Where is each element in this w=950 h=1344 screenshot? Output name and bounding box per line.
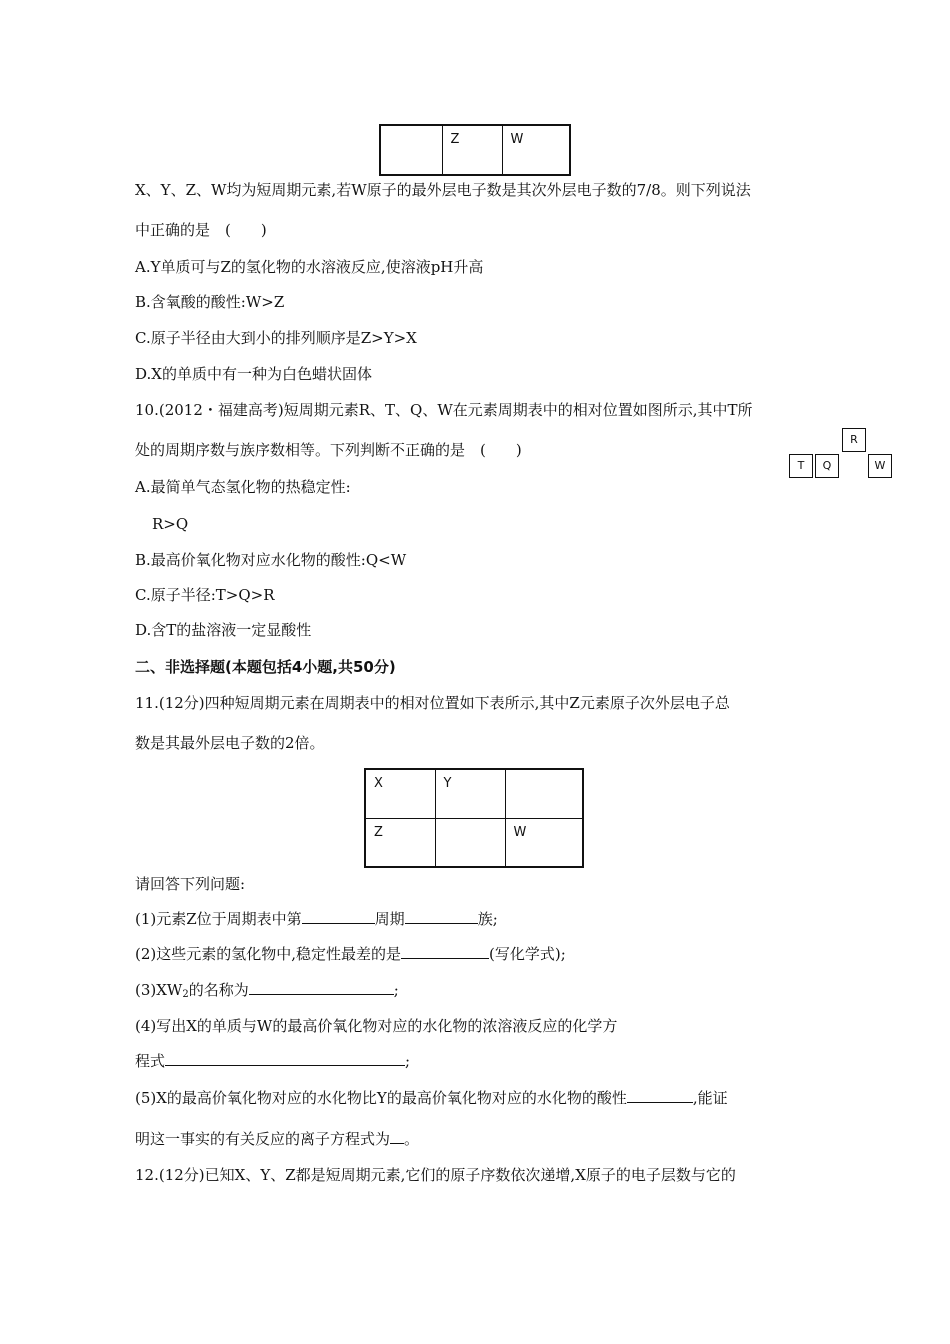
q10-option-a-line1: A.最简单气态氢化物的热稳定性: [135, 478, 351, 496]
q11-stem-line1: 11.(12分)四种短周期元素在周期表中的相对位置如下表所示,其中Z元素原子次外层电子总 [135, 694, 730, 712]
q11-part5-text-b: ,能证 [692, 1089, 728, 1107]
q11-part5-text-c: 明这一事实的有关反应的离子方程式为 [135, 1130, 391, 1148]
q10-cell-w: W [868, 454, 892, 478]
q11-element-table [364, 768, 584, 868]
q10-stem-line2: 处的周期序数与族序数相等。下列判断不正确的是 ( ) [135, 441, 522, 459]
q11-cell-w: W [505, 818, 583, 867]
q10-stem-line1: 10.(2012・福建高考)短周期元素R、T、Q、W在元素周期表中的相对位置如图所示,其中T所 [135, 401, 753, 419]
q10-option-d: D.含T的盐溶液一定显酸性 [135, 621, 312, 639]
q11-cell-x: X [365, 769, 435, 818]
q11-part4-text-b: ; [405, 1052, 411, 1070]
q10-cell-r: R [842, 428, 866, 452]
q9-cell-z: Z [442, 125, 502, 175]
q11-part3 [135, 980, 399, 1005]
q11-part1-blank-group[interactable] [405, 909, 478, 924]
q11-part1-text-b: 周期 [374, 910, 405, 928]
q11-prompt: 请回答下列问题: [135, 875, 246, 893]
q9-option-c: C.原子半径由大到小的排列顺序是Z>Y>X [135, 329, 417, 347]
q10-option-a-line2: R>Q [152, 515, 189, 533]
q11-part4-text-a: 程式 [135, 1052, 166, 1070]
q11-part3-text-c: ; [393, 981, 399, 999]
q9-stem-line2: 中正确的是 ( ) [135, 221, 267, 239]
q9-element-table [379, 124, 571, 176]
q11-part1 [135, 909, 498, 929]
q11-part5-text-a: (5)X的最高价氧化物对应的水化物比Y的最高价氧化物对应的水化物的酸性 [135, 1089, 627, 1107]
q11-cell-r2c2 [435, 818, 505, 867]
q11-part4-line1: (4)写出X的单质与W的最高价氧化物对应的水化物的浓溶液反应的化学方 [135, 1017, 618, 1035]
q9-stem-line1: X、Y、Z、W均为短周期元素,若W原子的最外层电子数是其次外层电子数的7/8。则下列说法 [135, 181, 751, 199]
q11-part5-text-d: 。 [404, 1130, 420, 1148]
q11-part4-blank[interactable] [165, 1051, 405, 1066]
q11-part3-subscript: 2 [182, 989, 189, 1000]
q11-part1-text-c: 族; [477, 910, 498, 928]
q11-part2-text-b: (写化学式); [489, 945, 566, 963]
q9-option-a: A.Y单质可与Z的氢化物的水溶液反应,使溶液pH升高 [135, 258, 484, 276]
q11-part3-text-a: (3)XW [135, 981, 183, 999]
q10-option-c: C.原子半径:T>Q>R [135, 586, 275, 604]
q11-cell-r1c3 [505, 769, 583, 818]
q11-part2-blank[interactable] [401, 944, 489, 959]
q11-cell-z: Z [365, 818, 435, 867]
q11-part5-line2 [135, 1129, 419, 1149]
q11-cell-y: Y [435, 769, 505, 818]
q9-option-b: B.含氧酸的酸性:W>Z [135, 293, 285, 311]
q9-cell-1 [380, 125, 442, 175]
q12-stem-line1: 12.(12分)已知X、Y、Z都是短周期元素,它们的原子序数依次递增,X原子的电子层数与它的 [135, 1166, 736, 1184]
section2-heading: 二、非选择题(本题包括4小题,共50分) [135, 658, 396, 676]
q11-part1-blank-period[interactable] [302, 909, 375, 924]
q11-part5-blank-acidity[interactable] [627, 1088, 693, 1103]
q11-part5-line1 [135, 1088, 728, 1108]
q10-cell-q: Q [815, 454, 839, 478]
q11-part3-text-b: 的名称为 [188, 981, 249, 999]
q11-part3-blank[interactable] [249, 980, 394, 995]
q9-cell-w: W [502, 125, 570, 175]
q10-cell-t: T [789, 454, 813, 478]
q11-stem-line2: 数是其最外层电子数的2倍。 [135, 734, 325, 752]
q11-part2-text-a: (2)这些元素的氢化物中,稳定性最差的是 [135, 945, 402, 963]
q9-option-d: D.X的单质中有一种为白色蜡状固体 [135, 365, 372, 383]
q11-part5-blank-equation[interactable] [390, 1129, 404, 1144]
q11-part4-line2 [135, 1051, 410, 1071]
q11-part1-text-a: (1)元素Z位于周期表中第 [135, 910, 302, 928]
q11-part2 [135, 944, 566, 964]
q10-option-b: B.最高价氧化物对应水化物的酸性:Q<W [135, 551, 407, 569]
